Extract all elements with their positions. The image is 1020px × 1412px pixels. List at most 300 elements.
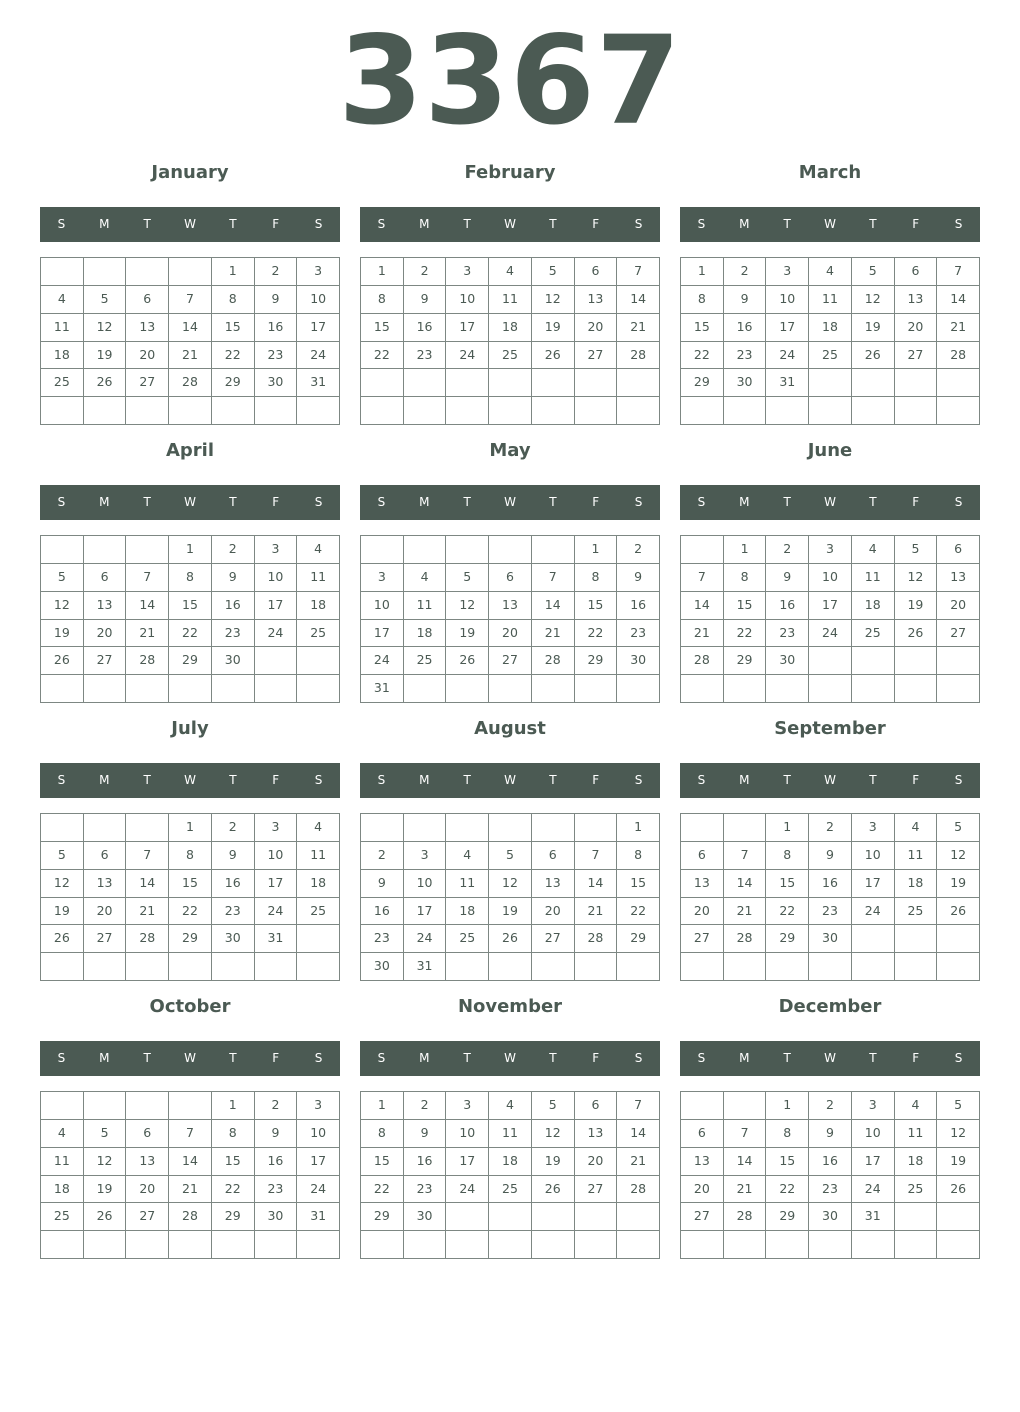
empty-day-cell xyxy=(724,1092,767,1120)
day-cell: 17 xyxy=(255,592,298,620)
day-cell: 31 xyxy=(852,1203,895,1231)
weekday-label: T xyxy=(869,1051,877,1065)
day-cell: 11 xyxy=(297,564,340,592)
day-cell: 21 xyxy=(169,1176,212,1204)
empty-day-cell xyxy=(766,1231,809,1259)
weekday-header xyxy=(40,1041,340,1076)
empty-day-cell xyxy=(169,1092,212,1120)
day-cell: 7 xyxy=(617,258,660,286)
day-cell: 9 xyxy=(617,564,660,592)
empty-day-cell xyxy=(895,953,938,981)
weekday-label: S xyxy=(634,1051,643,1065)
empty-day-cell xyxy=(404,675,447,703)
empty-day-cell xyxy=(84,814,127,842)
day-cell: 24 xyxy=(809,620,852,648)
day-cell: 30 xyxy=(255,369,298,397)
day-cell: 11 xyxy=(895,1120,938,1148)
empty-day-cell xyxy=(937,675,980,703)
day-cell: 14 xyxy=(169,314,212,342)
day-cell: 23 xyxy=(809,1176,852,1204)
day-cell: 22 xyxy=(169,620,212,648)
empty-day-cell xyxy=(126,814,169,842)
weekday-label: S xyxy=(697,495,706,509)
day-grid xyxy=(680,535,980,703)
day-cell: 15 xyxy=(212,1148,255,1176)
day-cell: 14 xyxy=(724,1148,767,1176)
day-cell: 12 xyxy=(84,1148,127,1176)
day-cell: 26 xyxy=(41,925,84,953)
day-cell: 11 xyxy=(489,1120,532,1148)
day-cell: 3 xyxy=(361,564,404,592)
day-cell: 2 xyxy=(809,1092,852,1120)
day-cell: 16 xyxy=(255,314,298,342)
day-cell: 21 xyxy=(126,620,169,648)
day-cell: 1 xyxy=(169,536,212,564)
empty-day-cell xyxy=(895,925,938,953)
day-cell: 11 xyxy=(41,1148,84,1176)
day-cell: 28 xyxy=(575,925,618,953)
day-cell: 7 xyxy=(617,1092,660,1120)
day-cell: 23 xyxy=(724,342,767,370)
day-cell: 21 xyxy=(575,898,618,926)
empty-day-cell xyxy=(617,1203,660,1231)
weekday-label: T xyxy=(143,1051,151,1065)
empty-day-cell xyxy=(255,397,298,425)
day-cell: 9 xyxy=(724,286,767,314)
day-cell: 22 xyxy=(766,1176,809,1204)
day-cell: 1 xyxy=(575,536,618,564)
day-cell: 3 xyxy=(852,814,895,842)
day-cell: 20 xyxy=(895,314,938,342)
day-cell: 4 xyxy=(297,814,340,842)
weekday-label: W xyxy=(504,495,516,509)
day-cell: 29 xyxy=(617,925,660,953)
day-cell: 15 xyxy=(361,1148,404,1176)
empty-day-cell xyxy=(575,397,618,425)
day-cell: 24 xyxy=(255,898,298,926)
empty-day-cell xyxy=(126,536,169,564)
day-cell: 7 xyxy=(681,564,724,592)
empty-day-cell xyxy=(84,536,127,564)
day-cell: 6 xyxy=(126,1120,169,1148)
weekday-label: T xyxy=(549,1051,557,1065)
month-name: August xyxy=(474,718,546,739)
day-cell: 20 xyxy=(84,898,127,926)
day-grid xyxy=(40,1091,340,1259)
year-title: 3367 xyxy=(338,10,682,152)
day-cell: 15 xyxy=(212,314,255,342)
day-cell: 6 xyxy=(575,1092,618,1120)
weekday-label: T xyxy=(463,1051,471,1065)
day-cell: 19 xyxy=(532,1148,575,1176)
day-cell: 20 xyxy=(681,1176,724,1204)
weekday-label: T xyxy=(783,217,791,231)
day-cell: 23 xyxy=(212,620,255,648)
day-cell: 19 xyxy=(446,620,489,648)
day-cell: 5 xyxy=(852,258,895,286)
day-cell: 29 xyxy=(169,925,212,953)
empty-day-cell xyxy=(809,953,852,981)
day-cell: 21 xyxy=(532,620,575,648)
day-cell: 11 xyxy=(446,870,489,898)
day-cell: 24 xyxy=(297,342,340,370)
day-cell: 9 xyxy=(212,564,255,592)
day-cell: 30 xyxy=(212,925,255,953)
day-cell: 14 xyxy=(532,592,575,620)
day-cell: 14 xyxy=(126,592,169,620)
day-cell: 15 xyxy=(575,592,618,620)
empty-day-cell xyxy=(361,397,404,425)
day-cell: 21 xyxy=(937,314,980,342)
empty-day-cell xyxy=(937,1231,980,1259)
weekday-label: M xyxy=(739,1051,750,1065)
day-cell: 31 xyxy=(297,369,340,397)
empty-day-cell xyxy=(41,814,84,842)
day-cell: 2 xyxy=(617,536,660,564)
day-cell: 12 xyxy=(84,314,127,342)
weekday-label: F xyxy=(912,217,920,231)
day-cell: 20 xyxy=(84,620,127,648)
day-cell: 15 xyxy=(724,592,767,620)
day-cell: 26 xyxy=(84,369,127,397)
day-cell: 27 xyxy=(575,1176,618,1204)
weekday-label: S xyxy=(314,1051,323,1065)
day-cell: 9 xyxy=(255,1120,298,1148)
weekday-label: S xyxy=(57,1051,66,1065)
day-cell: 23 xyxy=(255,342,298,370)
day-cell: 13 xyxy=(937,564,980,592)
day-cell: 14 xyxy=(169,1148,212,1176)
empty-day-cell xyxy=(575,814,618,842)
day-cell: 7 xyxy=(126,564,169,592)
day-grid xyxy=(360,535,660,703)
empty-day-cell xyxy=(404,1231,447,1259)
day-cell: 22 xyxy=(617,898,660,926)
day-cell: 2 xyxy=(255,258,298,286)
day-cell: 26 xyxy=(532,1176,575,1204)
weekday-label: T xyxy=(229,495,237,509)
day-cell: 1 xyxy=(617,814,660,842)
day-cell: 17 xyxy=(297,314,340,342)
empty-day-cell xyxy=(617,369,660,397)
empty-day-cell xyxy=(126,675,169,703)
weekday-label: M xyxy=(419,1051,430,1065)
day-cell: 15 xyxy=(169,870,212,898)
empty-day-cell xyxy=(532,1231,575,1259)
day-cell: 30 xyxy=(809,925,852,953)
weekday-label: T xyxy=(463,217,471,231)
month-name: June xyxy=(807,440,853,461)
day-cell: 13 xyxy=(84,870,127,898)
day-cell: 29 xyxy=(681,369,724,397)
day-cell: 9 xyxy=(404,286,447,314)
empty-day-cell xyxy=(937,953,980,981)
empty-day-cell xyxy=(724,953,767,981)
day-cell: 6 xyxy=(84,842,127,870)
day-cell: 18 xyxy=(297,870,340,898)
month-name: January xyxy=(151,162,229,183)
day-cell: 27 xyxy=(489,647,532,675)
weekday-label: T xyxy=(783,1051,791,1065)
weekday-header xyxy=(680,1041,980,1076)
empty-day-cell xyxy=(532,369,575,397)
day-cell: 6 xyxy=(681,842,724,870)
day-cell: 2 xyxy=(404,1092,447,1120)
empty-day-cell xyxy=(255,675,298,703)
empty-day-cell xyxy=(255,647,298,675)
empty-day-cell xyxy=(297,647,340,675)
day-cell: 9 xyxy=(255,286,298,314)
day-cell: 14 xyxy=(575,870,618,898)
day-cell: 28 xyxy=(532,647,575,675)
empty-day-cell xyxy=(361,369,404,397)
empty-day-cell xyxy=(84,675,127,703)
empty-day-cell xyxy=(532,814,575,842)
empty-day-cell xyxy=(852,925,895,953)
day-cell: 27 xyxy=(681,925,724,953)
day-cell: 23 xyxy=(617,620,660,648)
empty-day-cell xyxy=(41,536,84,564)
weekday-label: M xyxy=(739,495,750,509)
day-cell: 7 xyxy=(169,1120,212,1148)
month-name: March xyxy=(798,162,862,183)
day-cell: 28 xyxy=(169,1203,212,1231)
weekday-label: S xyxy=(697,217,706,231)
day-cell: 11 xyxy=(404,592,447,620)
day-cell: 31 xyxy=(404,953,447,981)
day-cell: 6 xyxy=(489,564,532,592)
day-cell: 25 xyxy=(41,369,84,397)
empty-day-cell xyxy=(937,397,980,425)
day-cell: 28 xyxy=(724,925,767,953)
day-cell: 25 xyxy=(446,925,489,953)
day-cell: 8 xyxy=(575,564,618,592)
day-cell: 21 xyxy=(724,1176,767,1204)
day-cell: 14 xyxy=(724,870,767,898)
empty-day-cell xyxy=(895,397,938,425)
day-cell: 27 xyxy=(126,1203,169,1231)
empty-day-cell xyxy=(404,536,447,564)
day-cell: 12 xyxy=(937,1120,980,1148)
empty-day-cell xyxy=(532,1203,575,1231)
weekday-label: F xyxy=(912,1051,920,1065)
empty-day-cell xyxy=(446,1203,489,1231)
weekday-label: S xyxy=(954,217,963,231)
day-cell: 8 xyxy=(361,286,404,314)
weekday-label: S xyxy=(57,217,66,231)
empty-day-cell xyxy=(724,397,767,425)
day-cell: 13 xyxy=(681,870,724,898)
day-cell: 19 xyxy=(895,592,938,620)
day-cell: 16 xyxy=(617,592,660,620)
empty-day-cell xyxy=(724,1231,767,1259)
day-cell: 9 xyxy=(212,842,255,870)
empty-day-cell xyxy=(489,953,532,981)
day-cell: 15 xyxy=(681,314,724,342)
weekday-label: W xyxy=(824,1051,836,1065)
day-grid xyxy=(360,813,660,981)
empty-day-cell xyxy=(255,1231,298,1259)
empty-day-cell xyxy=(212,397,255,425)
empty-day-cell xyxy=(852,369,895,397)
day-cell: 24 xyxy=(297,1176,340,1204)
empty-day-cell xyxy=(532,953,575,981)
day-cell: 3 xyxy=(255,536,298,564)
day-cell: 2 xyxy=(361,842,404,870)
weekday-label: T xyxy=(463,773,471,787)
empty-day-cell xyxy=(852,953,895,981)
day-cell: 25 xyxy=(297,620,340,648)
day-cell: 18 xyxy=(809,314,852,342)
weekday-label: M xyxy=(419,773,430,787)
day-cell: 19 xyxy=(84,342,127,370)
weekday-header xyxy=(40,763,340,798)
empty-day-cell xyxy=(852,1231,895,1259)
empty-day-cell xyxy=(169,675,212,703)
empty-day-cell xyxy=(937,925,980,953)
day-cell: 3 xyxy=(852,1092,895,1120)
day-cell: 12 xyxy=(489,870,532,898)
empty-day-cell xyxy=(404,814,447,842)
day-cell: 4 xyxy=(446,842,489,870)
day-cell: 15 xyxy=(766,1148,809,1176)
empty-day-cell xyxy=(84,1231,127,1259)
day-cell: 24 xyxy=(852,898,895,926)
empty-day-cell xyxy=(681,953,724,981)
day-cell: 30 xyxy=(766,647,809,675)
day-cell: 30 xyxy=(361,953,404,981)
day-grid xyxy=(40,535,340,703)
weekday-label: W xyxy=(504,773,516,787)
weekday-label: W xyxy=(504,217,516,231)
day-cell: 5 xyxy=(937,1092,980,1120)
empty-day-cell xyxy=(41,675,84,703)
day-cell: 23 xyxy=(404,342,447,370)
day-cell: 17 xyxy=(766,314,809,342)
day-cell: 8 xyxy=(766,842,809,870)
day-cell: 14 xyxy=(617,1120,660,1148)
day-cell: 18 xyxy=(489,314,532,342)
weekday-label: S xyxy=(697,773,706,787)
weekday-label: T xyxy=(783,773,791,787)
weekday-label: M xyxy=(419,217,430,231)
day-cell: 1 xyxy=(361,1092,404,1120)
day-cell: 10 xyxy=(297,286,340,314)
day-cell: 25 xyxy=(852,620,895,648)
day-cell: 28 xyxy=(617,342,660,370)
empty-day-cell xyxy=(126,258,169,286)
day-cell: 9 xyxy=(404,1120,447,1148)
month-name: September xyxy=(774,718,886,739)
day-cell: 13 xyxy=(681,1148,724,1176)
day-grid xyxy=(680,1091,980,1259)
empty-day-cell xyxy=(681,397,724,425)
day-cell: 29 xyxy=(575,647,618,675)
weekday-label: T xyxy=(783,495,791,509)
weekday-header xyxy=(40,207,340,242)
day-cell: 5 xyxy=(937,814,980,842)
month-name: February xyxy=(464,162,556,183)
weekday-label: F xyxy=(592,773,600,787)
weekday-label: T xyxy=(549,495,557,509)
day-cell: 23 xyxy=(809,898,852,926)
weekday-label: S xyxy=(634,495,643,509)
weekday-label: T xyxy=(869,217,877,231)
day-cell: 23 xyxy=(766,620,809,648)
day-cell: 21 xyxy=(724,898,767,926)
day-cell: 13 xyxy=(126,314,169,342)
day-cell: 17 xyxy=(404,898,447,926)
day-cell: 17 xyxy=(361,620,404,648)
day-cell: 17 xyxy=(852,1148,895,1176)
weekday-label: W xyxy=(184,773,196,787)
empty-day-cell xyxy=(126,1231,169,1259)
day-cell: 4 xyxy=(489,1092,532,1120)
weekday-label: S xyxy=(377,1051,386,1065)
empty-day-cell xyxy=(617,953,660,981)
day-cell: 28 xyxy=(937,342,980,370)
day-cell: 27 xyxy=(532,925,575,953)
empty-day-cell xyxy=(446,953,489,981)
day-cell: 8 xyxy=(212,1120,255,1148)
day-cell: 18 xyxy=(852,592,895,620)
day-cell: 1 xyxy=(724,536,767,564)
empty-day-cell xyxy=(212,675,255,703)
empty-day-cell xyxy=(852,647,895,675)
month-name: April xyxy=(165,440,215,461)
weekday-label: S xyxy=(954,1051,963,1065)
day-cell: 23 xyxy=(212,898,255,926)
day-cell: 26 xyxy=(895,620,938,648)
day-cell: 15 xyxy=(169,592,212,620)
day-cell: 4 xyxy=(895,814,938,842)
day-cell: 8 xyxy=(766,1120,809,1148)
day-cell: 5 xyxy=(446,564,489,592)
day-cell: 13 xyxy=(126,1148,169,1176)
empty-day-cell xyxy=(937,369,980,397)
empty-day-cell xyxy=(895,369,938,397)
day-cell: 10 xyxy=(852,842,895,870)
day-cell: 1 xyxy=(766,814,809,842)
day-cell: 16 xyxy=(404,314,447,342)
empty-day-cell xyxy=(489,1203,532,1231)
empty-day-cell xyxy=(169,397,212,425)
day-cell: 20 xyxy=(126,342,169,370)
day-cell: 11 xyxy=(41,314,84,342)
empty-day-cell xyxy=(126,397,169,425)
empty-day-cell xyxy=(41,397,84,425)
day-grid xyxy=(360,257,660,425)
day-cell: 26 xyxy=(937,898,980,926)
day-cell: 9 xyxy=(361,870,404,898)
day-cell: 8 xyxy=(169,564,212,592)
day-cell: 17 xyxy=(809,592,852,620)
day-cell: 24 xyxy=(361,647,404,675)
empty-day-cell xyxy=(809,647,852,675)
empty-day-cell xyxy=(617,397,660,425)
day-cell: 27 xyxy=(937,620,980,648)
day-cell: 1 xyxy=(681,258,724,286)
empty-day-cell xyxy=(84,1092,127,1120)
weekday-label: T xyxy=(869,773,877,787)
day-cell: 28 xyxy=(724,1203,767,1231)
day-cell: 21 xyxy=(169,342,212,370)
day-cell: 7 xyxy=(532,564,575,592)
day-cell: 25 xyxy=(41,1203,84,1231)
weekday-header xyxy=(360,1041,660,1076)
day-cell: 18 xyxy=(41,342,84,370)
day-cell: 17 xyxy=(297,1148,340,1176)
